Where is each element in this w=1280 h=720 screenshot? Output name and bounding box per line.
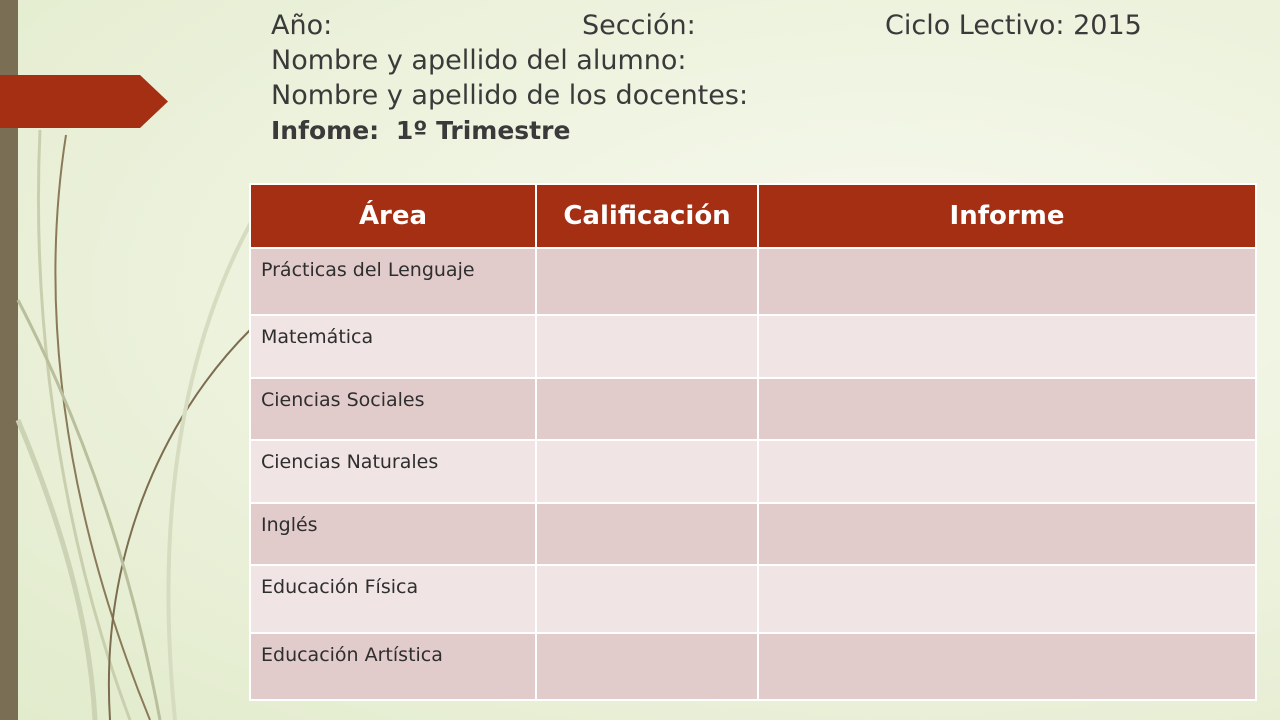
area-cell: Educación Artística [250,633,536,700]
table-header-row [250,184,1256,248]
table-row [250,378,1256,440]
column-header-report: Informe [758,184,1256,248]
grade-cell[interactable] [536,315,758,378]
teachers-label: Nombre y apellido de los docentes: [271,80,749,111]
report-cell[interactable] [758,378,1256,440]
term-label: 1º Trimestre [395,116,571,145]
grade-cell[interactable] [536,633,758,700]
table-row [250,440,1256,503]
report-cell[interactable] [758,248,1256,315]
report-cell[interactable] [758,315,1256,378]
area-cell: Prácticas del Lenguaje [250,248,536,315]
table-row [250,633,1256,700]
area-cell: Educación Física [250,565,536,633]
cycle-label: Ciclo Lectivo: 2015 [885,10,1142,41]
table-row [250,503,1256,565]
year-label: Año: [271,10,333,41]
table-row [250,565,1256,633]
grade-cell[interactable] [536,440,758,503]
table-row [250,315,1256,378]
column-header-grade: Calificación [536,184,758,248]
area-cell: Ciencias Naturales [250,440,536,503]
grade-cell[interactable] [536,503,758,565]
report-title-row [271,113,1231,148]
grade-cell[interactable] [536,565,758,633]
report-cell[interactable] [758,633,1256,700]
area-cell: Ciencias Sociales [250,378,536,440]
header-row-1 [271,8,1231,43]
report-header [271,8,1231,148]
report-cell[interactable] [758,440,1256,503]
student-label: Nombre y apellido del alumno: [271,45,687,76]
accent-arrow-shape [0,75,168,128]
table-row [250,248,1256,315]
report-label: Infome: [271,116,380,145]
report-cell[interactable] [758,565,1256,633]
column-header-area: Área [250,184,536,248]
area-cell: Matemática [250,315,536,378]
grade-cell[interactable] [536,378,758,440]
area-cell: Inglés [250,503,536,565]
section-label: Sección: [582,10,696,41]
grades-table [249,183,1257,701]
grade-cell[interactable] [536,248,758,315]
report-cell[interactable] [758,503,1256,565]
